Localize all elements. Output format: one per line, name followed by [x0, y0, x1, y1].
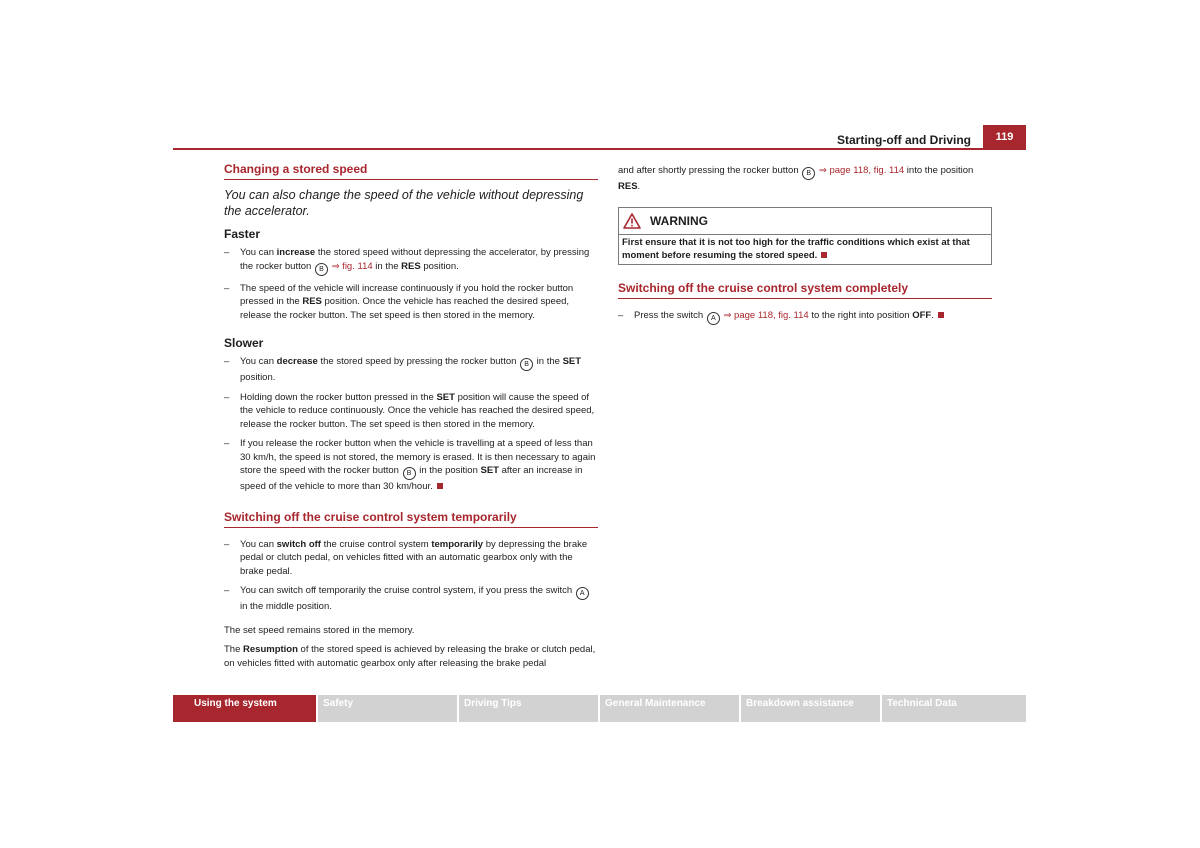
button-b-symbol: B [520, 358, 533, 371]
list-item: – You can switch off the cruise control system temporarily by depressing the brake pedal or clutch pedal, on vehicles fitted with an automatic gearbox only with the brake pedal. [224, 538, 588, 577]
fig-reference-link[interactable]: ⇒ fig. 114 [331, 260, 373, 272]
intro-text: You can also change the speed of the vehicle without depressing the accelerator. [224, 188, 584, 218]
paragraph: The Resumption of the stored speed is achieved by releasing the brake or clutch pedal, on vehicles fitted with automatic gearbox only after releasing the brake pedal [224, 644, 596, 669]
list-item: – If you release the rocker button when the vehicle is travelling at a speed of less than 30 km/h, the speed is not stored, the memory is erased. It is then necessary to again store the speed with the rocker button B in the position SET after an increase in speed of the vehicle to more than 30 km/hour. [224, 438, 596, 492]
section-title-changing-stored-speed: Changing a stored speed [224, 162, 598, 180]
warning-triangle-icon [623, 213, 641, 229]
paragraph: The set speed remains stored in the memory. [224, 624, 415, 636]
list-item: – You can decrease the stored speed by pressing the rocker button B in the SET position. [224, 356, 582, 383]
section-title-switch-off-temporarily: Switching off the cruise control system temporarily [224, 510, 598, 528]
tab-general-maintenance[interactable]: General Maintenance [600, 695, 739, 722]
list-item: – Press the switch A ⇒ page 118, fig. 114 to the right into position OFF. [618, 309, 992, 325]
page-reference-link[interactable]: ⇒ page 118, fig. 114 [723, 309, 809, 321]
section-end-mark [938, 312, 944, 318]
tab-safety[interactable]: Safety [318, 695, 457, 722]
subheading-slower: Slower [224, 336, 264, 350]
button-b-symbol: B [403, 467, 416, 480]
paragraph-continued: and after shortly pressing the rocker button B ⇒ page 118, fig. 114 into the position RES. [618, 165, 974, 192]
running-header: Starting-off and Driving [837, 133, 971, 147]
button-b-symbol: B [315, 263, 328, 276]
switch-a-symbol: A [576, 587, 589, 600]
warning-box [618, 207, 992, 265]
page-number: 119 [983, 125, 1026, 149]
button-b-symbol: B [802, 167, 815, 180]
tab-using-the-system[interactable]: Using the system [173, 695, 316, 722]
footer-section-tabs [173, 695, 1026, 722]
tab-driving-tips[interactable]: Driving Tips [459, 695, 598, 722]
section-title-switch-off-completely: Switching off the cruise control system completely [618, 281, 992, 299]
list-item: – You can increase the stored speed without depressing the accelerator, by pressing the rocker button B ⇒ fig. 114 in the RES position. [224, 246, 598, 276]
list-item: – Holding down the rocker button pressed in the SET position will cause the speed of the vehicle to reduce continuously. Once the vehicle has reached the desired speed, release the rocker button. The set speed is then stored in the memory. [224, 391, 595, 430]
section-end-mark [437, 483, 443, 489]
tab-technical-data[interactable]: Technical Data [882, 695, 1026, 722]
switch-a-symbol: A [707, 312, 720, 325]
section-end-mark [821, 252, 827, 258]
warning-text: First ensure that it is not too high for the traffic conditions which exist at that moment before resuming the stored speed. [622, 236, 970, 261]
page-reference-link[interactable]: ⇒ page 118, fig. 114 [818, 165, 905, 176]
list-item: – You can switch off temporarily the cruise control system, if you press the switch A in the middle position. [224, 584, 598, 614]
warning-title: WARNING [650, 213, 708, 228]
left-column [224, 162, 598, 676]
right-column [618, 162, 992, 331]
list-item: – The speed of the vehicle will increase continuously if you hold the rocker button pressed in the RES position. Once the vehicle has reached the desired speed, release the rocker button. The set speed is then stored in the memory. [224, 282, 574, 321]
subheading-faster: Faster [224, 227, 261, 241]
header-rule [173, 148, 1026, 150]
tab-breakdown-assistance[interactable]: Breakdown assistance [741, 695, 880, 722]
warning-header [619, 208, 991, 235]
